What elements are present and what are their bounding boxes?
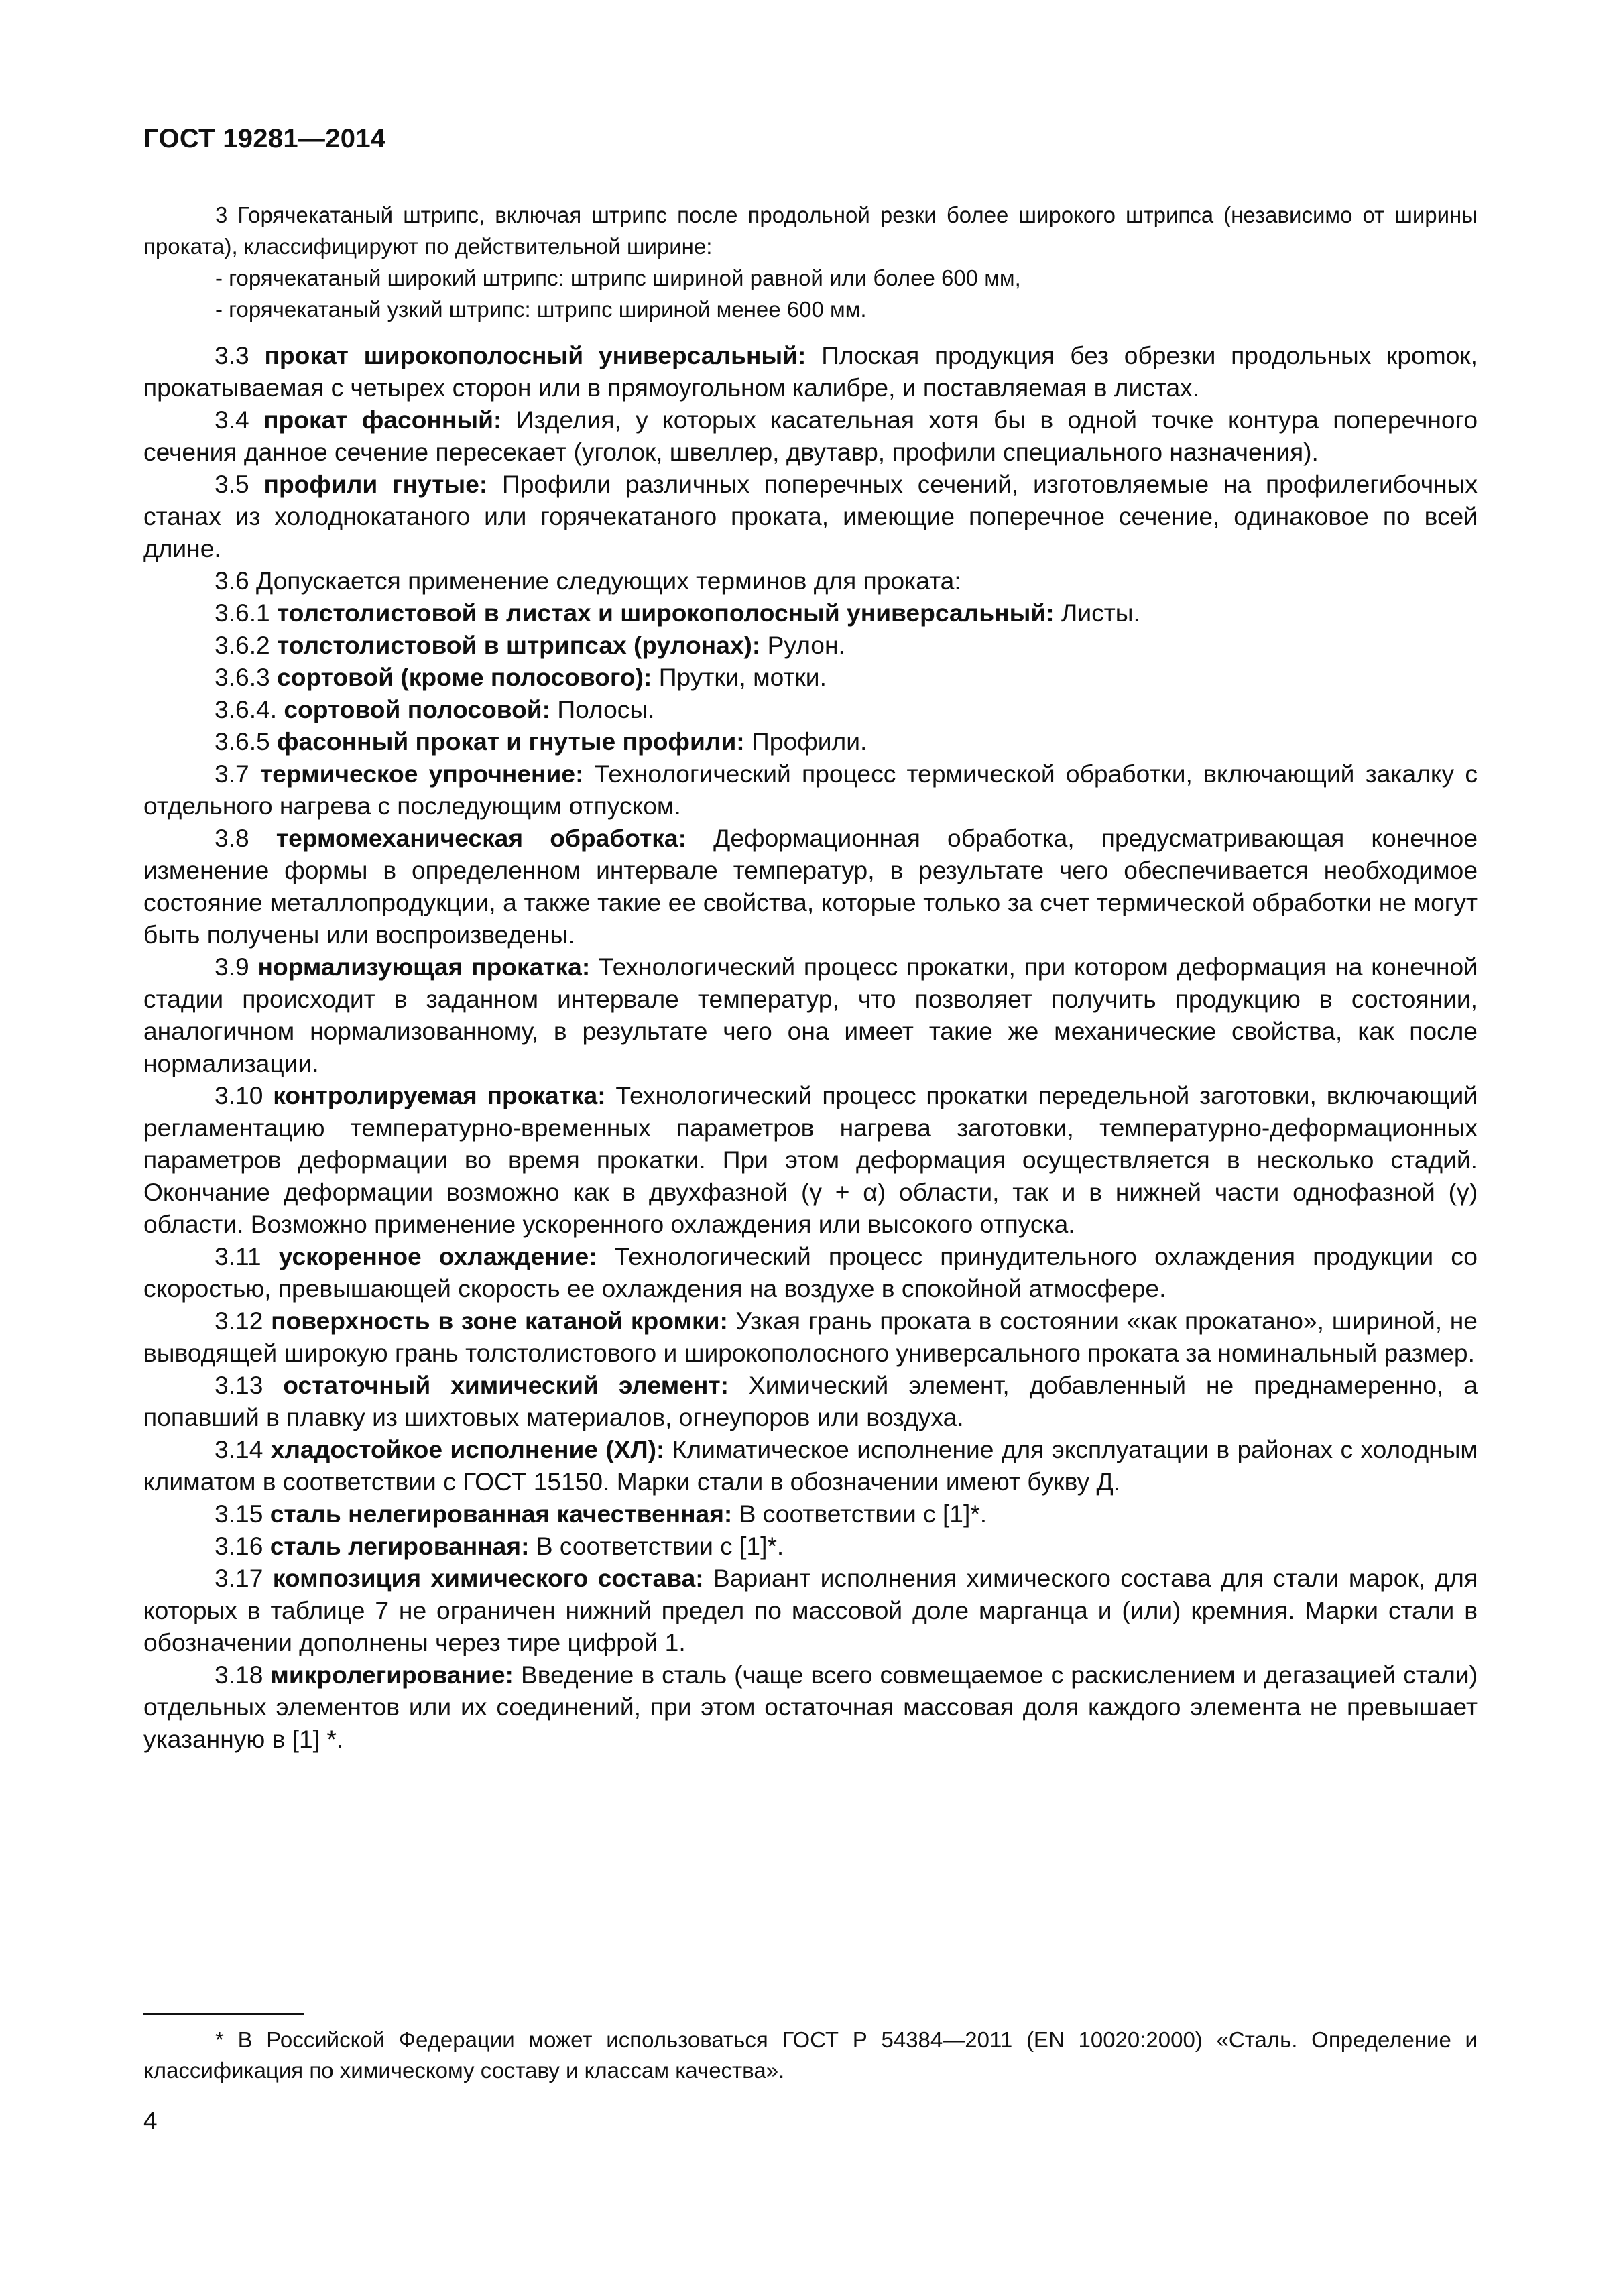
term-definition: Плоская продукция без обрезки продольных кроmок, прокатываемая с четырех сторон или в прямоугольном калибре, и поставляемая в листах. — [143, 341, 1478, 402]
term-name: термомеханическая обработка: — [276, 824, 686, 852]
term-paragraph — [143, 468, 1478, 564]
term-name: термическое упрочнение: — [259, 760, 584, 788]
note-text: 3 Горячекатаный штрипс, включая штрипс после продольной резки более широкого штрипса (независимо от ширины проката), классифицируют по действительной ширине: — [143, 202, 1478, 259]
term-definition: В соответствии с [1]*. — [529, 1532, 784, 1560]
term-paragraph — [143, 339, 1478, 404]
term-name: микролегирование: — [270, 1660, 514, 1689]
term-definition: Технологический процесс термической обработки, включающий закалку с отдельного нагрева с последующим отпуском. — [143, 760, 1478, 820]
term-name: нормализующая прокатка: — [257, 953, 591, 981]
term-paragraph — [143, 1369, 1478, 1433]
term-paragraph — [143, 1498, 1478, 1530]
term-definition: Профили. — [744, 727, 867, 756]
term-name: толстолистовой в штрипсах (рулонах): — [277, 631, 761, 659]
term-paragraph — [143, 758, 1478, 822]
term-definition: Технологический процесс прокатки, при котором деформация на конечной стадии происходит в заданном интервале температур, что позволяет получить продукцию в состоянии, аналогичном нормализованному, в результате чего она имеет такие же механические свойства, как после нормализации. — [143, 953, 1478, 1077]
term-name: сортовой (кроме полосового): — [277, 663, 652, 691]
term-name: сталь нелегированная качественная: — [269, 1500, 733, 1528]
term-definition: Рулон. — [760, 631, 845, 659]
term-definition: Прутки, мотки. — [652, 663, 827, 691]
footnote-divider — [143, 2013, 304, 2015]
note-block — [143, 199, 1478, 325]
term-paragraph — [143, 1079, 1478, 1240]
term-number: 3.10 — [215, 1081, 274, 1109]
term-number: 3.4 — [215, 406, 264, 434]
term-definition: Полосы. — [550, 695, 655, 723]
term-number: 3.9 — [215, 953, 258, 981]
term-number: 3.11 — [215, 1242, 279, 1270]
term-paragraph — [143, 822, 1478, 951]
page-number: 4 — [143, 2107, 158, 2134]
term-number: 3.14 — [215, 1435, 271, 1463]
term-number: 3.5 — [215, 470, 264, 498]
term-number: 3.6.3 — [215, 663, 278, 691]
term-definition: Климатическое исполнение для эксплуатации в районах с холодным климатом в соответствии с ГОСТ 15150. Марки стали в обозначении имеют букву Д. — [143, 1435, 1478, 1496]
term-paragraph — [143, 1433, 1478, 1498]
term-name: профили гнутые: — [263, 470, 488, 498]
term-number: 3.15 — [215, 1500, 270, 1528]
term-name: сортовой полосовой: — [284, 695, 551, 723]
note-item: - горячекатаный узкий штрипс: штрипс шириной менее 600 мм. — [215, 297, 867, 322]
term-definition: Деформационная обработка, предусматривающая конечное изменение формы в определенном интервале температур, в результате чего обеспечивается необходимое состояние металлопродукции, а также такие ее свойства, которые только за счет термической обработки не могут быть получены или воспроизведены. — [143, 824, 1478, 949]
term-name: прокат фасонный: — [263, 406, 502, 434]
term-name: композиция химического состава: — [272, 1564, 704, 1592]
term-definition: Изделия, у которых касательная хотя бы в одной точке контура поперечного сечения данное сечение пересекает (уголок, швеллер, двутавр, профили специального назначения). — [143, 406, 1478, 466]
term-definition: Листы. — [1054, 599, 1140, 627]
terms-section — [143, 339, 1478, 1755]
term-number: 3.6.2 — [215, 631, 278, 659]
term-definition: Профили различных поперечных сечений, изготовляемые на профилегибочных станах из холоднокатаного или горячекатаного проката, имеющие поперечное сечение, одинаковое по всей длине. — [143, 470, 1478, 562]
term-name: прокат широкополосный универсальный: — [264, 341, 806, 369]
term-definition: Технологический процесс прокатки передельной заготовки, включающий регламентацию температурно-временных параметров нагрева заготовки, температурно-деформационных параметров деформации во время прокатки. При этом деформация осуществляется в несколько стадий. Окончание деформации возможно как в двухфазной (γ + α) области, так и в нижней части однофазной (γ) области. Возможно применение ускоренного охлаждения или высокого отпуска. — [143, 1081, 1478, 1238]
term-number: 3.7 — [215, 760, 260, 788]
term-name: контролируемая прокатка: — [273, 1081, 606, 1109]
term-name: хладостойкое исполнение (ХЛ): — [270, 1435, 665, 1463]
term-name: ускоренное охлаждение: — [278, 1242, 597, 1270]
term-number: 3.12 — [215, 1307, 272, 1335]
term-paragraph — [143, 1305, 1478, 1369]
term-name: толстолистовой в листах и широкополосный универсальный: — [277, 599, 1055, 627]
term-number: 3.17 — [215, 1564, 273, 1592]
term-number: 3.6.4. — [215, 695, 284, 723]
document-header: ГОСТ 19281—2014 — [143, 124, 386, 154]
term-number: 3.6.1 — [215, 599, 278, 627]
term-number: 3.6 Допускается применение следующих терминов для проката: — [215, 566, 961, 595]
term-paragraph — [143, 597, 1478, 629]
note-item: - горячекатаный широкий штрипс: штрипс шириной равной или более 600 мм, — [215, 265, 1021, 290]
term-number: 3.3 — [215, 341, 265, 369]
term-definition: Введение в сталь (чаще всего совмещаемое с раскислением и дегазацией стали) отдельных элементов или их соединений, при этом остаточная массовая доля каждого элемента не превышает указанную в [1] *. — [143, 1660, 1478, 1753]
footnote: * В Российской Федерации может использоваться ГОСТ Р 54384—2011 (EN 10020:2000) «Сталь. Определение и классификация по химическому составу и классам качества». — [143, 2027, 1478, 2083]
term-definition: Технологический процесс принудительного охлаждения продукции со скоростью, превышающей скорость ее охлаждения на воздухе в спокойной атмосфере. — [143, 1242, 1478, 1303]
term-paragraph — [143, 564, 1478, 597]
term-paragraph — [143, 1530, 1478, 1562]
term-name: сталь легированная: — [269, 1532, 530, 1560]
term-definition: В соответствии с [1]*. — [732, 1500, 987, 1528]
term-paragraph — [143, 1658, 1478, 1755]
term-paragraph — [143, 725, 1478, 758]
term-number: 3.18 — [215, 1660, 271, 1689]
term-definition: Вариант исполнения химического состава для стали марок, для которых в таблице 7 не ограничен нижний предел по массовой доле марганца и (или) кремния. Марки стали в обозначении дополнены через тире цифрой 1. — [143, 1564, 1478, 1656]
term-paragraph — [143, 404, 1478, 468]
term-paragraph — [143, 661, 1478, 693]
term-name: остаточный химический элемент: — [283, 1371, 729, 1399]
term-paragraph — [143, 1562, 1478, 1658]
term-definition: Химический элемент, добавленный не преднамеренно, а попавший в плавку из шихтовых материалов, огнеупоров или воздуха. — [143, 1371, 1478, 1431]
term-definition: Узкая грань проката в состоянии «как прокатано», шириной, не выводящей широкую грань толстолистового и широкополосного универсального проката за номинальный размер. — [143, 1307, 1478, 1367]
term-name: поверхность в зоне катаной кромки: — [271, 1307, 728, 1335]
term-number: 3.13 — [215, 1371, 284, 1399]
term-paragraph — [143, 629, 1478, 661]
term-paragraph — [143, 693, 1478, 725]
term-paragraph — [143, 1240, 1478, 1305]
term-number: 3.16 — [215, 1532, 270, 1560]
term-number: 3.6.5 — [215, 727, 278, 756]
term-number: 3.8 — [215, 824, 276, 852]
term-name: фасонный прокат и гнутые профили: — [277, 727, 745, 756]
term-paragraph — [143, 951, 1478, 1079]
